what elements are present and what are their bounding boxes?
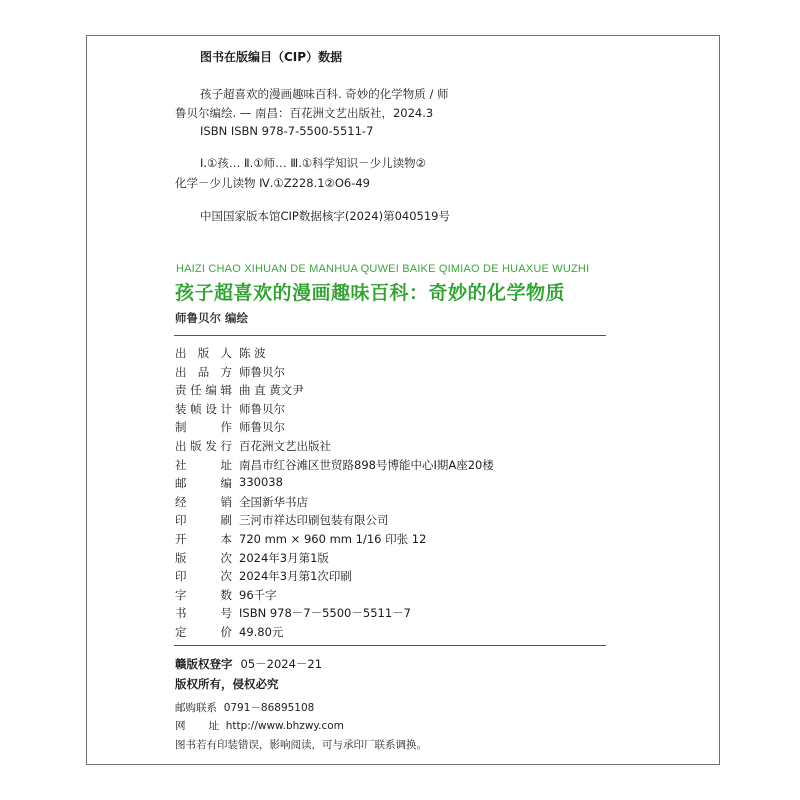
info-label: 装帧设计 bbox=[175, 401, 232, 416]
info-value: 师鲁贝尔 bbox=[239, 420, 285, 435]
info-value: 49.80元 bbox=[239, 625, 284, 639]
info-value: 2024年3月第1版 bbox=[239, 550, 329, 565]
info-value: 百花洲文艺出版社 bbox=[239, 439, 331, 453]
series-pinyin: HAIZI CHAO XIHUAN DE MANHUA QUWEI BAIKE QIMIAO DE HUAXUE WUZHI bbox=[176, 263, 590, 275]
info-row bbox=[175, 438, 331, 456]
info-value: 师鲁贝尔 bbox=[239, 364, 285, 379]
info-row bbox=[175, 382, 304, 400]
rights-notice: 版权所有，侵权必究 bbox=[175, 677, 279, 691]
info-label: 邮编 bbox=[175, 476, 232, 491]
reg-value: 05－2024－21 bbox=[240, 657, 323, 671]
info-label: 制作 bbox=[175, 420, 232, 435]
info-label: 书号 bbox=[175, 606, 232, 621]
info-label: 出版发行 bbox=[175, 439, 232, 453]
info-row bbox=[175, 401, 285, 419]
info-value: 全国新华书店 bbox=[239, 494, 308, 509]
info-row bbox=[175, 475, 283, 493]
info-value: 曲 直 黄文尹 bbox=[239, 383, 304, 398]
info-row bbox=[175, 550, 329, 568]
info-value: 南昌市红谷滩区世贸路898号博能中心Ⅰ期A座20楼 bbox=[239, 457, 494, 472]
divider-top bbox=[174, 335, 606, 336]
info-label: 印刷 bbox=[175, 513, 232, 528]
info-value: 师鲁贝尔 bbox=[239, 401, 285, 416]
mail-order-contact bbox=[175, 700, 314, 715]
info-label: 印次 bbox=[175, 569, 232, 584]
cip-number: 中国国家版本馆CIP数据核字(2024)第040519号 bbox=[200, 209, 450, 223]
info-value: 陈 波 bbox=[239, 346, 266, 360]
mail-label: 邮购联系 bbox=[175, 702, 217, 714]
info-row bbox=[175, 457, 494, 475]
web-label: 网址 bbox=[175, 720, 219, 732]
reg-label: 赣版权登字 bbox=[175, 657, 233, 671]
cip-line-5: 化学－少儿读物 Ⅳ.①Z228.1②O6-49 bbox=[175, 176, 370, 190]
info-row bbox=[175, 419, 285, 437]
website-link[interactable]: http://www.bhzwy.com bbox=[225, 720, 344, 732]
book-title: 孩子超喜欢的漫画趣味百科：奇妙的化学物质 bbox=[175, 282, 566, 304]
info-value: 720 mm × 960 mm 1/16 印张 12 bbox=[239, 532, 427, 546]
info-row bbox=[175, 512, 389, 530]
info-value: 三河市祥达印刷包装有限公司 bbox=[239, 513, 389, 528]
mail-phone: 0791－86895108 bbox=[223, 702, 315, 714]
website-row bbox=[175, 718, 344, 733]
cip-line-4: Ⅰ.①孩… Ⅱ.①师… Ⅲ.①科学知识－少儿读物② bbox=[200, 156, 426, 170]
info-value: 330038 bbox=[239, 475, 283, 490]
info-row bbox=[175, 624, 284, 642]
info-label: 字数 bbox=[175, 587, 232, 602]
copyright-registration bbox=[175, 656, 322, 672]
info-label: 开本 bbox=[175, 532, 232, 546]
info-label: 版次 bbox=[175, 550, 232, 565]
divider-bottom bbox=[174, 645, 606, 646]
info-label: 经销 bbox=[175, 494, 232, 509]
info-value: 96千字 bbox=[239, 587, 277, 602]
cip-heading: 图书在版编目（CIP）数据 bbox=[200, 50, 343, 64]
cip-line-2: 鲁贝尔编绘. — 南昌：百花洲文艺出版社，2024.3 bbox=[175, 106, 434, 120]
info-label: 社址 bbox=[175, 457, 232, 472]
info-row bbox=[175, 494, 308, 512]
info-row bbox=[175, 364, 285, 382]
author-line: 师鲁贝尔 编绘 bbox=[175, 311, 249, 325]
info-label: 责任编辑 bbox=[175, 383, 232, 398]
info-row bbox=[175, 568, 352, 586]
info-row bbox=[175, 587, 277, 605]
cip-line-3: ISBN ISBN 978-7-5500-5511-7 bbox=[200, 124, 374, 138]
info-row bbox=[175, 605, 411, 623]
info-value: 2024年3月第1次印刷 bbox=[239, 569, 352, 584]
info-label: 出版人 bbox=[175, 346, 232, 360]
info-row bbox=[175, 345, 266, 363]
info-label: 出品方 bbox=[175, 364, 232, 379]
info-value: ISBN 978－7－5500－5511－7 bbox=[239, 606, 411, 621]
info-label: 定价 bbox=[175, 625, 232, 639]
info-row bbox=[175, 531, 427, 549]
cip-line-1: 孩子超喜欢的漫画趣味百科. 奇妙的化学物质 / 师 bbox=[200, 87, 449, 101]
print-error-notice: 图书若有印装错误，影响阅读，可与承印厂联系调换。 bbox=[175, 739, 427, 751]
